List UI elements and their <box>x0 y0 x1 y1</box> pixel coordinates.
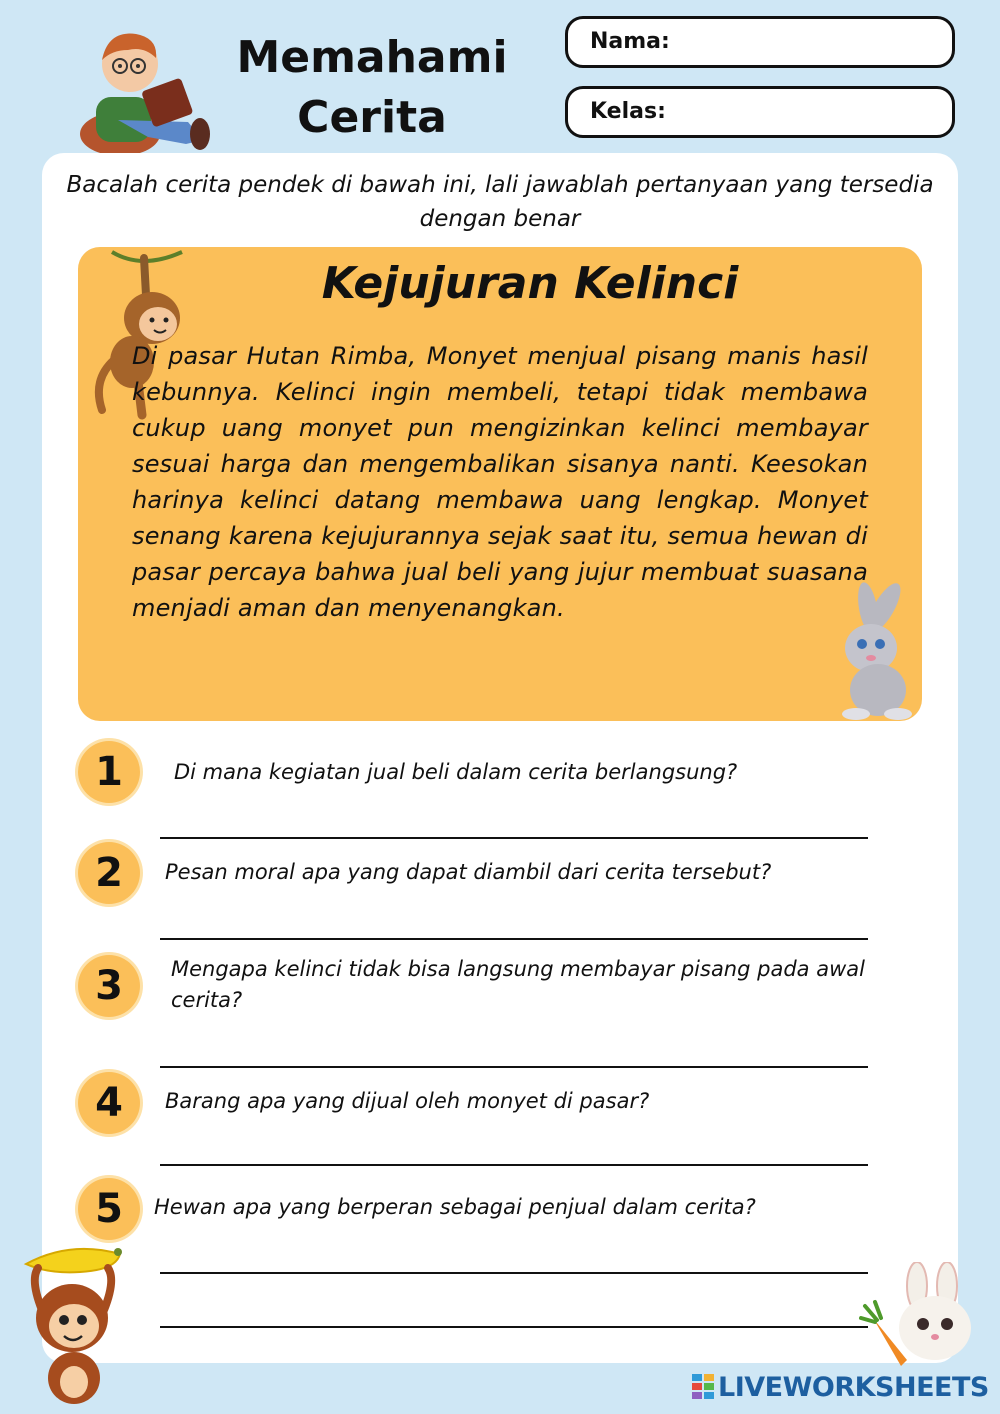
question-4: Barang apa yang dijual oleh monyet di pasar? <box>165 1089 650 1113</box>
question-3: Mengapa kelinci tidak bisa langsung membayar pisang pada awal cerita? <box>171 957 865 1012</box>
question-number-3: 3 <box>78 955 140 1017</box>
class-input[interactable] <box>673 97 942 129</box>
question-number-5: 5 <box>78 1178 140 1240</box>
rabbit-carrot-illustration <box>855 1262 985 1374</box>
answer-line-3[interactable] <box>160 1066 868 1068</box>
question-5: Hewan apa yang berperan sebagai penjual dalam cerita? <box>154 1195 756 1219</box>
name-input[interactable] <box>673 27 942 59</box>
answer-line-2[interactable] <box>160 938 868 940</box>
rabbit-illustration <box>826 578 926 720</box>
title-line-1: Memahami <box>236 32 508 83</box>
question-1: Di mana kegiatan jual beli dalam cerita berlangsung? <box>174 760 738 784</box>
page-title <box>222 28 522 148</box>
liveworksheets-logo-icon <box>692 1374 716 1400</box>
question-number-2: 2 <box>78 842 140 904</box>
class-label: Kelas: <box>590 99 666 124</box>
name-label: Nama: <box>590 29 670 54</box>
instruction-text: Bacalah cerita pendek di bawah ini, lali jawablah pertanyaan yang tersedia dengan benar <box>66 172 934 232</box>
name-field <box>565 16 955 68</box>
boy-reading-illustration <box>78 22 218 157</box>
answer-line-1[interactable] <box>160 837 868 839</box>
story-text: Di pasar Hutan Rimba, Monyet menjual pisang manis hasil kebunnya. Kelinci ingin membeli, tetapi tidak membawa cukup uang monyet pun mengizinkan kelinci membayar sesuai harga dan mengembalikan sisanya nanti. Keesokan harinya kelinci datang membawa uang lengkap. Monyet senang karena kejujurannya sejak saat itu, semua hewan di pasar percaya bahwa jual beli yang jujur membuat suasana menjadi aman dan menyenangkan. <box>132 342 868 622</box>
question-2: Pesan moral apa yang dapat diambil dari cerita tersebut? <box>165 860 772 884</box>
answer-line-5a[interactable] <box>160 1272 868 1274</box>
answer-line-5b[interactable] <box>160 1326 868 1328</box>
answer-line-4[interactable] <box>160 1164 868 1166</box>
question-number-4: 4 <box>78 1072 140 1134</box>
question-number-1: 1 <box>78 741 140 803</box>
class-field <box>565 86 955 138</box>
liveworksheets-brand: LIVEWORKSHEETS <box>718 1372 989 1403</box>
monkey-banana-illustration <box>20 1240 130 1410</box>
title-line-2: Cerita <box>297 92 447 143</box>
story-title: Kejujuran Kelinci <box>321 258 739 309</box>
